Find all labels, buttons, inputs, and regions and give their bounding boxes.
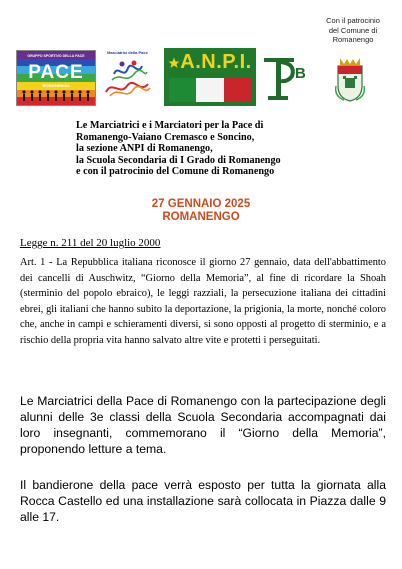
intro-line: la Scuola Secondaria di I Grado di Romanengo <box>76 154 281 166</box>
organizers-intro <box>76 120 396 178</box>
pace-logo <box>16 50 96 106</box>
anpi-logo-text <box>164 51 256 74</box>
pace-logo-subtitle: ROMANENGO <box>42 83 70 88</box>
patrocinio-note <box>318 16 388 45</box>
announcement-paragraph-2: Il bandierone della pace verrà esposto per tutta la giornata alla Rocca Castello ed una installazione sarà collocata in Piazza dalle 9 alle 17. <box>20 478 386 524</box>
anpi-logo <box>164 48 256 106</box>
marciatrici-logo-caption: Marciatrici della Pace <box>107 50 148 55</box>
marching-people-icon <box>20 89 92 103</box>
ipb-logo <box>262 48 312 104</box>
italian-flag-icon <box>169 78 251 102</box>
anpi-logo-label: A.N.P.I. <box>180 51 252 73</box>
marching-women-icon <box>100 50 155 102</box>
star-icon <box>168 57 180 69</box>
comune-crest-icon <box>334 56 366 102</box>
patrocinio-line: Con il patrocinio <box>326 16 380 25</box>
patrocinio-line: Romanengo <box>332 35 374 44</box>
pace-logo-top-text: GRUPPO SPORTIVO DELLA PACE <box>27 54 85 58</box>
event-date: 27 GENNAIO 2025 <box>151 198 251 210</box>
event-place: ROMANENGO <box>162 211 240 223</box>
announcement-paragraph-1: Le Marciatrici della Pace di Romanengo con la partecipazione degli alunni delle 3e classi della Scuola Secondaria accompagnati dai loro insegnanti, commemorano il “Giorno della Memoria”, proponendo letture a tema. <box>20 394 386 456</box>
law-title: Legge n. 211 del 20 luglio 2000 <box>20 237 161 249</box>
intro-line: la sezione ANPI di Romanengo, <box>76 143 213 154</box>
marciatrici-logo <box>100 50 155 102</box>
ipb-logo-letter: B <box>295 65 306 82</box>
intro-line: Le Marciatrici e i Marciatori per la Pace di <box>76 120 264 131</box>
pace-logo-title: PACE <box>28 62 84 83</box>
intro-line: e con il patrocinio del Comune di Romanengo <box>76 166 275 177</box>
law-article-text: Art. 1 - La Repubblica italiana riconosce il giorno 27 gennaio, data dell'abbattimento dei cancelli di Auschwitz, “Giorno della Memoria”, al fine di ricordare la Shoah (sterminio del popolo ebraico), le leggi razziali, la persecuzione italiana dei cittadini ebrei, gli italiani che hanno subito la deportazione, la prigionia, la morte, nonché coloro che, anche in campi e schieramenti diversi, si sono opposti al progetto di sterminio, e a rischio della propria vita hanno salvato altre vite e protetti i perseguitati. <box>20 257 386 346</box>
patrocinio-line: del Comune di <box>328 25 378 35</box>
intro-line: Romanengo-Vaiano Cremasco e Soncino, <box>76 131 255 143</box>
